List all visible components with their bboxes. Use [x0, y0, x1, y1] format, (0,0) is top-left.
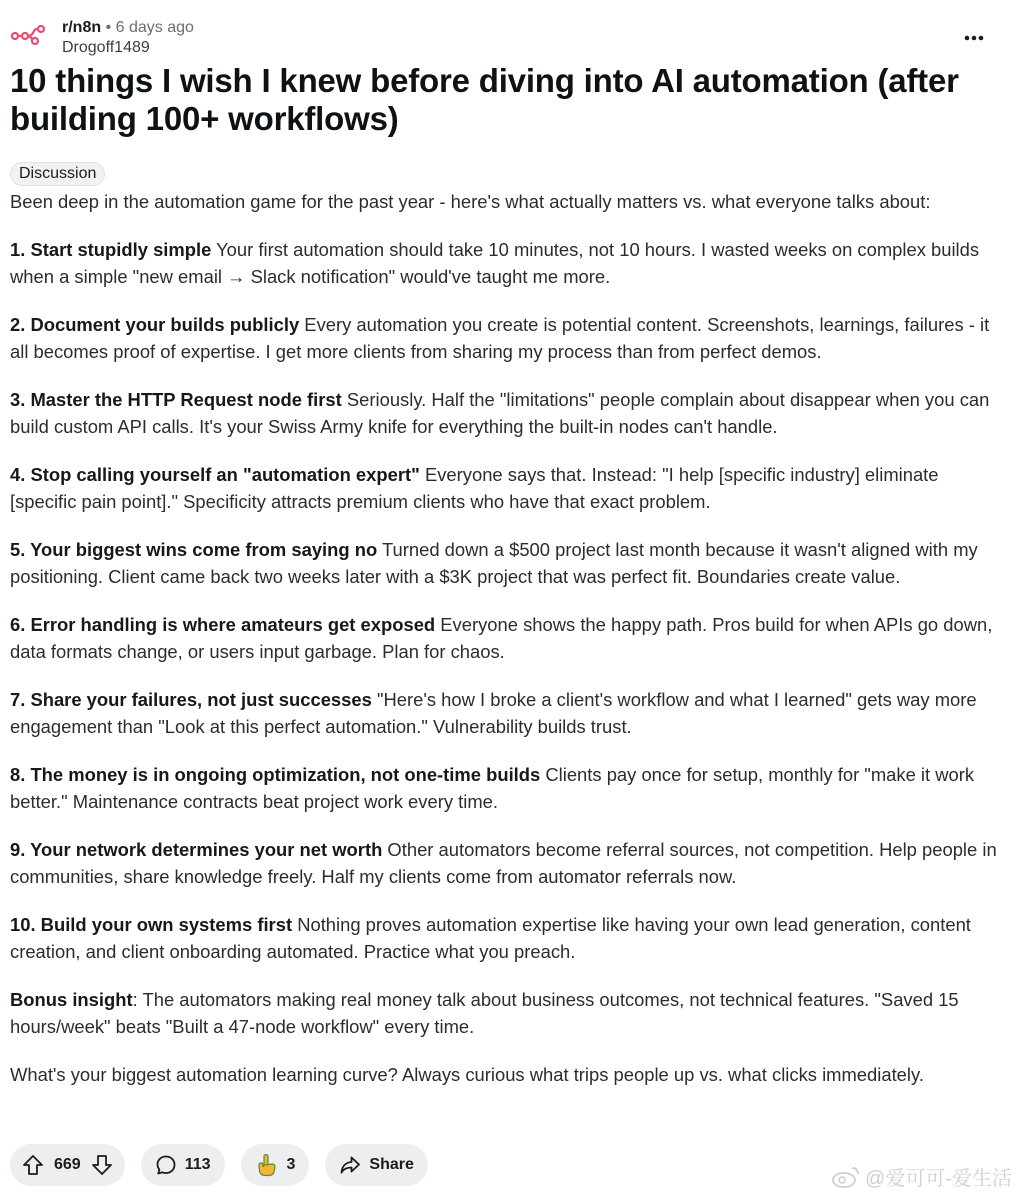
point-heading: 3. Master the HTTP Request node first [10, 389, 342, 410]
award-button[interactable] [241, 1144, 310, 1186]
point-text: Turned down a $500 project last month because it wasn't aligned with my positioning. Client came back two weeks later with a $3K project that was perfect fit. Boundaries create value. [10, 539, 978, 587]
list-item [10, 461, 1005, 515]
share-icon [339, 1154, 361, 1176]
list-item [10, 536, 1005, 590]
post-title: 10 things I wish I knew before diving into AI automation (after building 100+ workflows) [10, 62, 959, 137]
list-item [10, 611, 1005, 665]
point-text: Clients pay once for setup, monthly for "make it work better." Maintenance contracts beat project work every time. [10, 764, 975, 812]
point-heading: 4. Stop calling yourself an "automation expert" [10, 464, 420, 485]
comment-count: 113 [184, 1156, 211, 1173]
point-text: Nothing proves automation expertise like having your own lead generation, content creation, and client onboarding automated. Practice what you preach. [10, 914, 971, 962]
point-text: Other automators become referral sources, not competition. Help people in communities, share knowledge freely. Half my clients come from automator referrals now. [10, 839, 997, 887]
list-item [10, 236, 1005, 290]
list-item [10, 761, 1005, 815]
point-text: Every automation you create is potential content. Screenshots, learnings, failures - it all becomes proof of expertise. I get more clients from sharing my process than from perfect demos. [10, 314, 990, 362]
watermark-text: @爱可可-爱生活 [865, 1168, 1012, 1190]
upvote-button[interactable] [22, 1154, 44, 1176]
weibo-logo-icon [831, 1165, 861, 1189]
list-item [10, 311, 1005, 365]
point-heading: 2. Document your builds publicly [10, 314, 300, 335]
vote-bar [10, 1144, 125, 1186]
post-body [10, 188, 1005, 1088]
point-heading: 7. Share your failures, not just successes [10, 689, 372, 710]
point-text: Seriously. Half the "limitations" people complain about disappear when you can build custom API calls. It's your Swiss Army knife for everything the built-in nodes can't handle. [10, 389, 990, 437]
point-heading: 6. Error handling is where amateurs get exposed [10, 614, 436, 635]
point-heading: 9. Your network determines your net worth [10, 839, 383, 860]
more-horizontal-icon [964, 35, 984, 41]
post-actions [10, 1144, 428, 1188]
point-heading: 1. Start stupidly simple [10, 239, 212, 260]
post-flair[interactable]: Discussion [10, 162, 105, 186]
comments-button[interactable] [141, 1144, 225, 1186]
list-item [10, 911, 1005, 965]
list-item [10, 686, 1005, 740]
downvote-icon [91, 1154, 113, 1176]
point-heading: Bonus insight [10, 989, 133, 1010]
point-text: : The automators making real money talk about business outcomes, not technical features. "Saved 15 hours/week" beats "Built a 47-node workflow" every time. [10, 989, 959, 1037]
point-text: Your first automation should take 10 minutes, not 10 hours. I wasted weeks on complex builds when a simple "new email → Slack notification" would've taught me more. [10, 239, 980, 287]
post-meta [62, 18, 194, 38]
upvote-icon [22, 1154, 44, 1176]
bonus-insight [10, 986, 1005, 1040]
point-heading: 5. Your biggest wins come from saying no [10, 539, 378, 560]
post-time: 6 days ago [115, 19, 194, 36]
share-label: Share [369, 1156, 414, 1173]
more-options-button[interactable] [960, 24, 988, 52]
share-button[interactable] [325, 1144, 427, 1186]
watermark [831, 1162, 1012, 1191]
list-item [10, 836, 1005, 890]
meta-separator: • [105, 19, 112, 36]
point-text: Everyone shows the happy path. Pros build for when APIs go down, data formats change, or users input garbage. Plan for chaos. [10, 614, 993, 662]
n8n-logo-icon[interactable] [10, 20, 50, 60]
author-link[interactable]: Drogoff1489 [62, 39, 150, 56]
award-hand-icon [255, 1153, 279, 1177]
post-header [10, 14, 1010, 58]
post-closing: What's your biggest automation learning curve? Always curious what trips people up vs. what clicks immediately. [10, 1064, 924, 1085]
point-text: "Here's how I broke a client's workflow and what I learned" gets way more engagement than "Look at this perfect automation." Vulnerability builds trust. [10, 689, 977, 737]
point-heading: 8. The money is in ongoing optimization, not one-time builds [10, 764, 541, 785]
subreddit-link[interactable]: r/n8n [62, 19, 102, 36]
vote-count: 669 [54, 1156, 81, 1173]
point-heading: 10. Build your own systems first [10, 914, 293, 935]
list-item [10, 386, 1005, 440]
downvote-button[interactable] [91, 1154, 113, 1176]
point-text: Everyone says that. Instead: "I help [specific industry] eliminate [specific pain point]." Specificity attracts premium clients who have that exact problem. [10, 464, 939, 512]
post-intro: Been deep in the automation game for the past year - here's what actually matters vs. what everyone talks about: [10, 191, 931, 212]
comment-icon [155, 1154, 177, 1176]
award-count: 3 [286, 1156, 296, 1173]
